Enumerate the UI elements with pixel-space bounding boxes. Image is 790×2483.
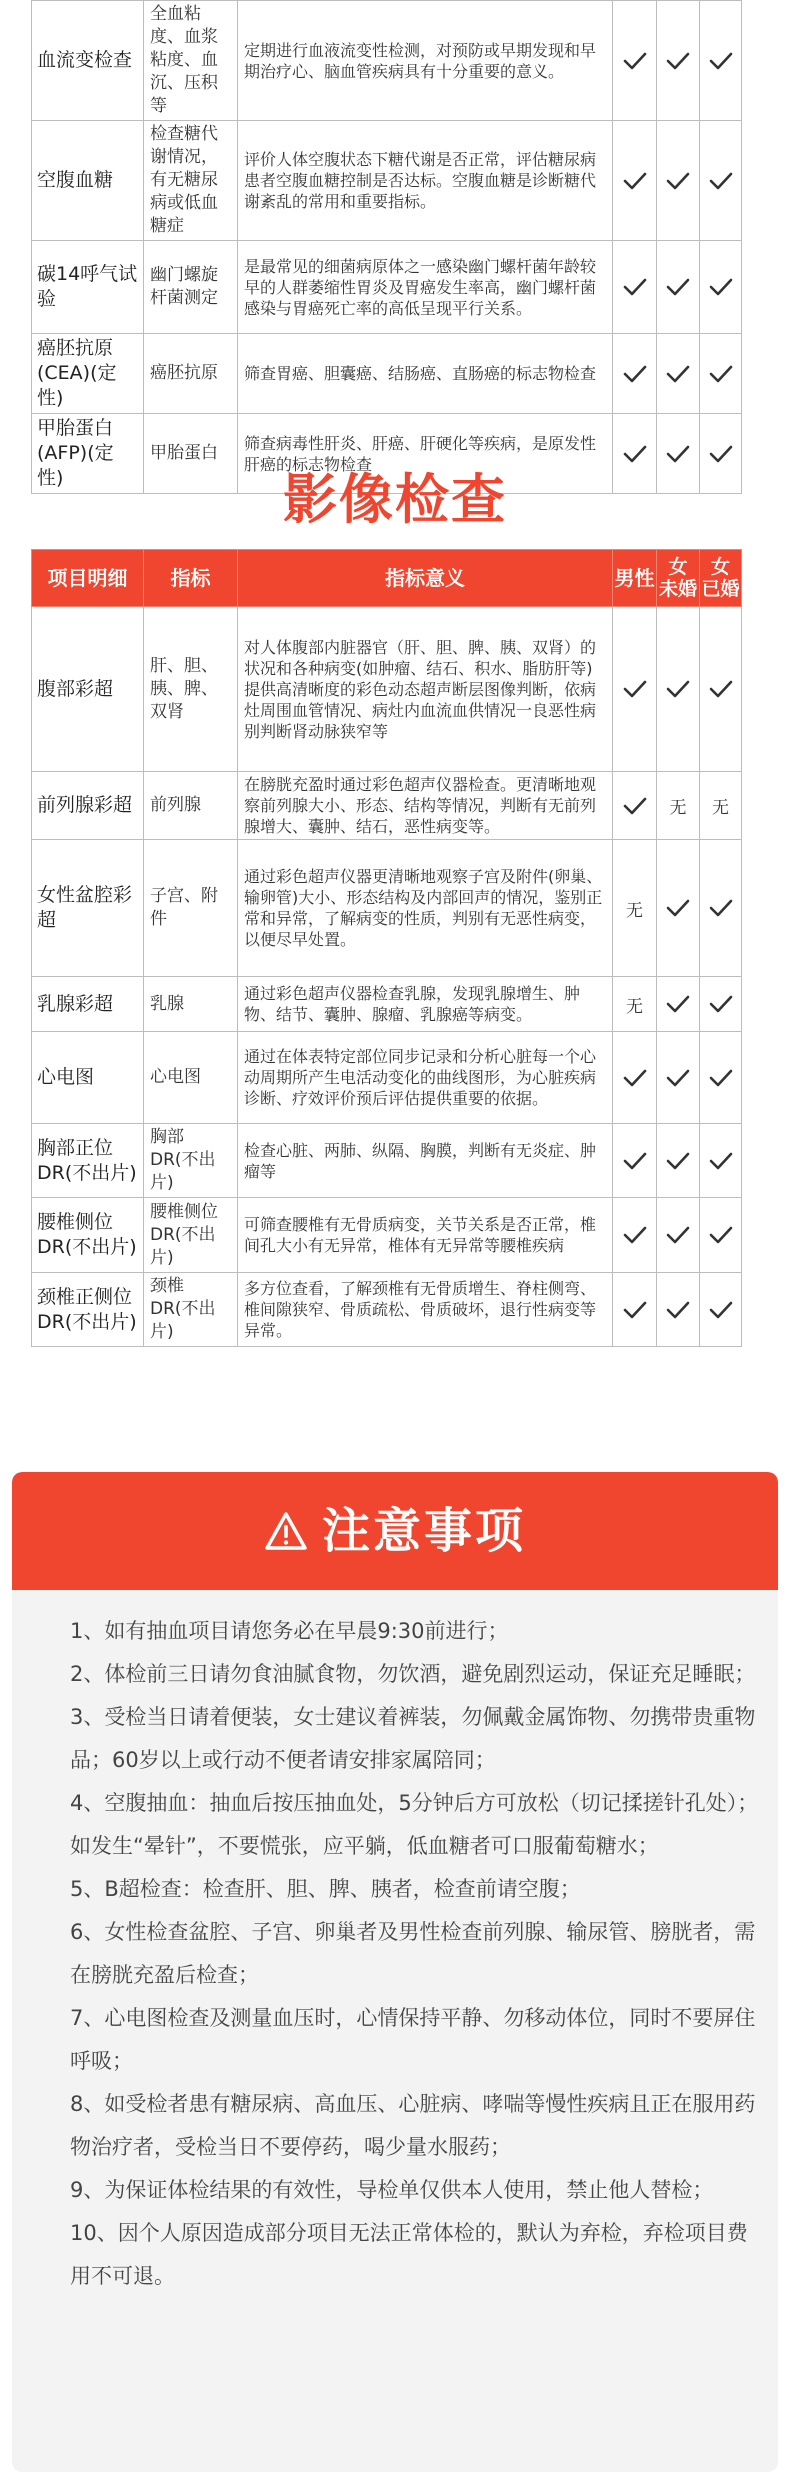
exam-meaning: 对人体腹部内脏器官（肝、胆、脾、胰、双肾）的状况和各种病变(如肿瘤、结石、积水、脂肪肝等)提供高清晰度的彩色动态超声断层图像判断，依病灶周围血管情况、病灶内血流血供情况一良恶性病别判断肾动脉狭窄等 (238, 607, 613, 772)
warning-icon (264, 1511, 308, 1551)
exam-indicator: 胸部DR(不出片) (144, 1124, 238, 1198)
notice-item: 5、B超检查：检查肝、胆、脾、胰者，检查前请空腹； (70, 1877, 581, 1901)
exam-meaning: 通过彩色超声仪器检查乳腺，发现乳腺增生、肿物、结节、囊肿、腺瘤、乳腺癌等病变。 (238, 977, 613, 1032)
notice-item: 10、因个人原因造成部分项目无法正常体检的，默认为弃检，弃检项目费用不可退。 (70, 2221, 748, 2288)
notice-title: 注意事项 (321, 1503, 526, 1559)
check-icon (613, 1, 657, 121)
exam-name: 前列腺彩超 (32, 772, 144, 840)
header-male: 男性 (613, 550, 657, 607)
notice-list (70, 1610, 760, 2298)
exam-indicator: 前列腺 (144, 772, 238, 840)
header-female-married-line1: 女 (710, 556, 730, 578)
exam-indicator: 肝、胆、胰、脾、双肾 (144, 607, 238, 772)
exam-name: 空腹血糖 (32, 121, 144, 241)
exam-meaning: 通过在体表特定部位同步记录和分析心脏每一个心动周期所产生电活动变化的曲线图形，为心脏疾病诊断、疗效评价预后评估提供重要的依据。 (238, 1032, 613, 1124)
check-icon (700, 607, 742, 772)
check-icon (657, 1124, 700, 1198)
check-icon (700, 840, 742, 977)
check-icon (700, 241, 742, 334)
check-icon (700, 1, 742, 121)
notice-item: 2、体检前三日请勿食油腻食物，勿饮酒，避免剧烈运动，保证充足睡眠； (70, 1662, 756, 1686)
exam-meaning: 筛查病毒性肝炎、肝癌、肝硬化等疾病，是原发性肝癌的标志物检查 (238, 414, 613, 494)
check-icon (657, 121, 700, 241)
check-icon (700, 1198, 742, 1273)
check-icon (613, 1124, 657, 1198)
header-meaning: 指标意义 (238, 550, 613, 607)
exam-indicator: 心电图 (144, 1032, 238, 1124)
exam-name: 腰椎侧位DR(不出片) (32, 1198, 144, 1273)
notice-item: 6、女性检查盆腔、子宫、卵巢者及男性检查前列腺、输尿管、膀胱者，需在膀胱充盈后检查； (70, 1920, 756, 1987)
exam-indicator: 乳腺 (144, 977, 238, 1032)
table-row (32, 121, 742, 241)
check-icon (700, 1032, 742, 1124)
exam-name: 血流变检查 (32, 1, 144, 121)
exam-name: 腹部彩超 (32, 607, 144, 772)
lab-exam-table (31, 0, 742, 494)
exam-meaning: 在膀胱充盈时通过彩色超声仪器检查。更清晰地观察前列腺大小、形态、结构等情况，判断有无前列腺增大、囊肿、结石，恶性病变等。 (238, 772, 613, 840)
exam-indicator: 子宫、附件 (144, 840, 238, 977)
check-icon (613, 1198, 657, 1273)
exam-name: 颈椎正侧位DR(不出片) (32, 1273, 144, 1347)
check-icon (613, 607, 657, 772)
exam-name: 乳腺彩超 (32, 977, 144, 1032)
check-icon (657, 1273, 700, 1347)
table-row (32, 334, 742, 414)
exam-indicator: 甲胎蛋白 (144, 414, 238, 494)
not-applicable-label: 无 (657, 772, 700, 840)
check-icon (657, 334, 700, 414)
header-female-unmarried (657, 550, 700, 607)
check-icon (700, 121, 742, 241)
exam-meaning: 通过彩色超声仪器更清晰地观察子宫及附件(卵巢、输卵管)大小、形态结构及内部回声的情况，鉴别正常和异常，了解病变的性质，判别有无恶性病变，以便尽早处置。 (238, 840, 613, 977)
imaging-section-title: 影像检查 (283, 468, 507, 531)
notice-item: 3、受检当日请着便装，女士建议着裤装，勿佩戴金属饰物、勿携带贵重物品；60岁以上或行动不便者请安排家属陪同； (70, 1705, 756, 1772)
check-icon (613, 1032, 657, 1124)
exam-name: 碳14呼气试验 (32, 241, 144, 334)
not-applicable-label: 无 (613, 977, 657, 1032)
header-female-unmarried-line1: 女 (668, 556, 688, 578)
exam-meaning: 定期进行血液流变性检测，对预防或早期发现和早期治疗心、脑血管疾病具有十分重要的意义。 (238, 1, 613, 121)
table-row (32, 840, 742, 977)
exam-indicator: 颈椎DR(不出片) (144, 1273, 238, 1347)
table-row (32, 772, 742, 840)
exam-name: 甲胎蛋白(AFP)(定性) (32, 414, 144, 494)
check-icon (613, 334, 657, 414)
table-row (32, 1198, 742, 1273)
exam-indicator: 癌胚抗原 (144, 334, 238, 414)
check-icon (657, 241, 700, 334)
exam-name: 女性盆腔彩超 (32, 840, 144, 977)
not-applicable-label: 无 (700, 772, 742, 840)
header-female-married-line2: 已婚 (701, 578, 740, 600)
imaging-exam-table (31, 549, 742, 1347)
table-row (32, 1032, 742, 1124)
notice-item: 7、心电图检查及测量血压时，心情保持平静、勿移动体位，同时不要屏住呼吸； (70, 2006, 756, 2073)
exam-meaning: 多方位查看，了解颈椎有无骨质增生、脊柱侧弯、椎间隙狭窄、骨质疏松、骨质破坏，退行性病变等异常。 (238, 1273, 613, 1347)
check-icon (700, 977, 742, 1032)
check-icon (700, 334, 742, 414)
table-row (32, 607, 742, 772)
exam-meaning: 评价人体空腹状态下糖代谢是否正常，评估糖尿病患者空腹血糖控制是否达标。空腹血糖是诊断糖代谢紊乱的常用和重要指标。 (238, 121, 613, 241)
notice-item: 9、为保证体检结果的有效性，导检单仅供本人使用，禁止他人替检； (70, 2178, 714, 2202)
check-icon (613, 121, 657, 241)
check-icon (657, 840, 700, 977)
check-icon (657, 1, 700, 121)
exam-indicator: 检查糖代谢情况，有无糖尿病或低血糖症 (144, 121, 238, 241)
exam-indicator: 腰椎侧位DR(不出片) (144, 1198, 238, 1273)
notice-item: 1、如有抽血项目请您务必在早晨9:30前进行； (70, 1619, 509, 1643)
table-row (32, 1124, 742, 1198)
exam-name: 癌胚抗原(CEA)(定性) (32, 334, 144, 414)
exam-meaning: 筛查胃癌、胆囊癌、结肠癌、直肠癌的标志物检查 (238, 334, 613, 414)
exam-meaning: 可筛查腰椎有无骨质病变，关节关系是否正常，椎间孔大小有无异常，椎体有无异常等腰椎疾病 (238, 1198, 613, 1273)
check-icon (657, 977, 700, 1032)
header-female-married (700, 550, 742, 607)
check-icon (657, 1198, 700, 1273)
header-item: 项目明细 (32, 550, 144, 607)
check-icon (700, 1124, 742, 1198)
check-icon (613, 241, 657, 334)
notice-item: 4、空腹抽血：抽血后按压抽血处，5分钟后方可放松（切记揉搓针孔处）；如发生“晕针”，不要慌张，应平躺，低血糖者可口服葡萄糖水； (70, 1791, 759, 1858)
header-female-unmarried-line2: 未婚 (658, 578, 697, 600)
exam-indicator: 全血粘度、血浆粘度、血沉、压积等 (144, 1, 238, 121)
exam-indicator: 幽门螺旋杆菌测定 (144, 241, 238, 334)
table-row (32, 977, 742, 1032)
notice-item: 8、如受检者患有糖尿病、高血压、心脏病、哮喘等慢性疾病且正在服用药物治疗者，受检当日不要停药，喝少量水服药； (70, 2092, 756, 2159)
exam-name: 心电图 (32, 1032, 144, 1124)
exam-name: 胸部正位DR(不出片) (32, 1124, 144, 1198)
check-icon (700, 1273, 742, 1347)
table-row (32, 1273, 742, 1347)
check-icon (613, 772, 657, 840)
check-icon (613, 1273, 657, 1347)
table-row (32, 1, 742, 121)
check-icon (657, 607, 700, 772)
exam-meaning: 是最常见的细菌病原体之一感染幽门螺杆菌年龄较早的人群萎缩性胃炎及胃癌发生率高，幽门螺杆菌感染与胃癌死亡率的高低呈现平行关系。 (238, 241, 613, 334)
notice-card (12, 1472, 778, 2472)
notice-header (12, 1472, 778, 1590)
not-applicable-label: 无 (613, 840, 657, 977)
exam-meaning: 检查心脏、两肺、纵隔、胸膜，判断有无炎症、肿瘤等 (238, 1124, 613, 1198)
check-icon (657, 1032, 700, 1124)
header-indicator: 指标 (144, 550, 238, 607)
table-row (32, 241, 742, 334)
imaging-header-row (32, 550, 742, 607)
